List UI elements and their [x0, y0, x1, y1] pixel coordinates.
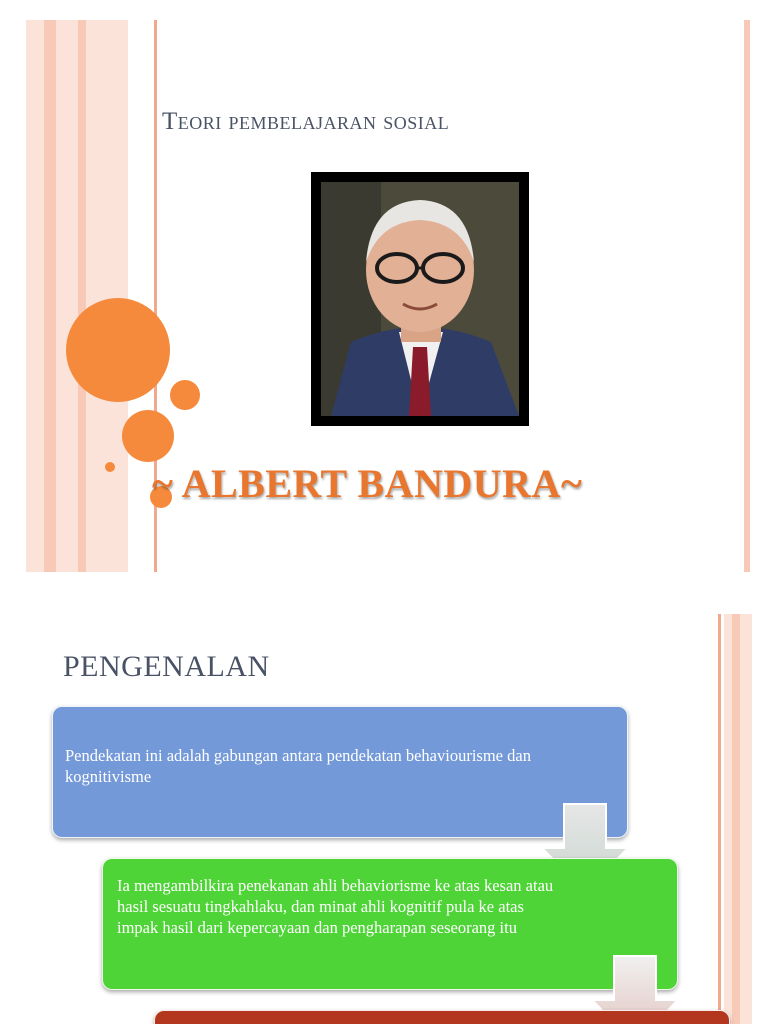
stripe-line: [718, 614, 721, 1024]
stripe-decoration: [740, 614, 752, 1024]
stripe-decoration: [724, 614, 732, 1024]
decorative-circle: [122, 410, 174, 462]
stripe-decoration: [86, 20, 128, 572]
stripe-decoration: [78, 20, 86, 572]
intro-box-3: [154, 1010, 730, 1024]
decorative-circle: [105, 462, 115, 472]
stripe-decoration: [44, 20, 56, 572]
intro-box-2-text: Ia mengambilkira penekanan ahli behaviorisme ke atas kesan atau hasil sesuatu tingkahlaku, dan minat ahli kognitif pula ke atas impak hasil dari kepercayaan dan pengharapan seseorang itu: [117, 876, 554, 937]
stripe-decoration: [56, 20, 78, 572]
section-title: PENGENALAN: [63, 650, 270, 683]
slide-2: [24, 614, 752, 1024]
speaker-name: ~ ALBERT BANDURA~: [152, 461, 583, 506]
slide-title: Teori pembelajaran sosial: [162, 108, 450, 135]
stripe-decoration: [744, 20, 750, 572]
decorative-circle: [170, 380, 200, 410]
portrait-illustration: [321, 182, 519, 416]
portrait-frame: [311, 172, 529, 426]
stripe-decoration: [732, 614, 740, 1024]
intro-box-1-text: Pendekatan ini adalah gabungan antara pendekatan behaviourisme dan kognitivisme: [65, 746, 531, 786]
decorative-circle: [66, 298, 170, 402]
stripe-decoration: [26, 20, 44, 572]
slide-1: [24, 20, 752, 572]
portrait-photo: [321, 182, 519, 416]
